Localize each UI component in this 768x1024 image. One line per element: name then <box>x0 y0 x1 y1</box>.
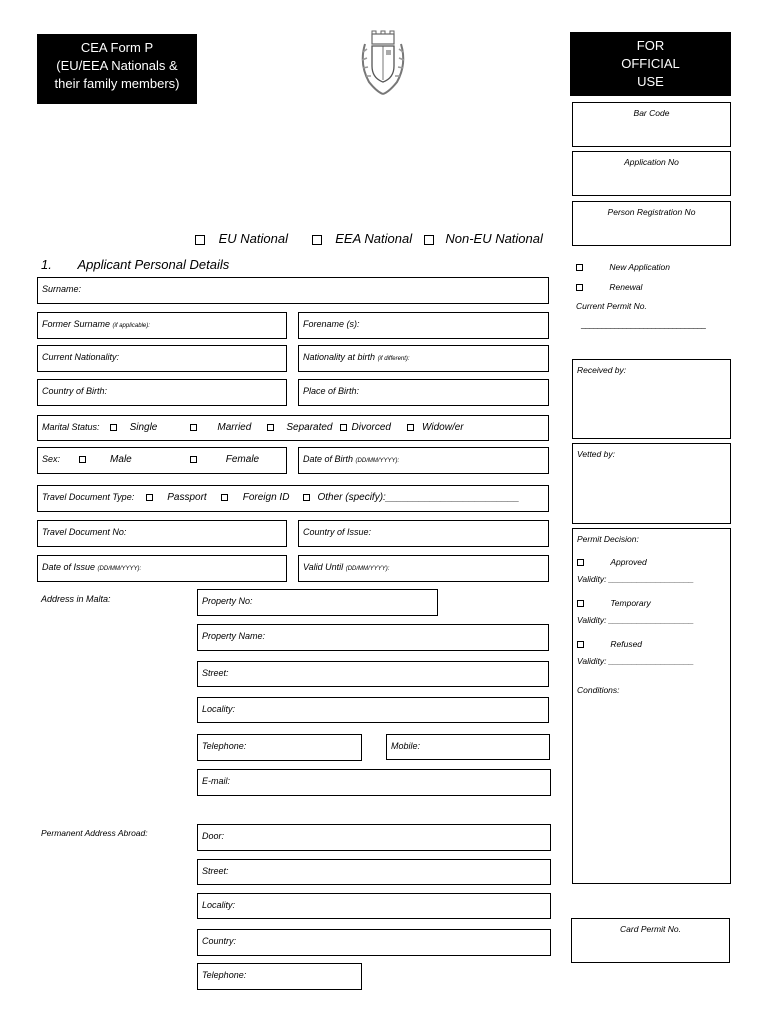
validity-refused[interactable]: Validity: __________________ <box>577 656 694 666</box>
divorced-checkbox[interactable] <box>340 424 347 431</box>
nationality-at-birth-field[interactable] <box>298 345 549 372</box>
card-permit-no-box[interactable] <box>571 918 730 963</box>
application-no-box[interactable] <box>572 151 731 196</box>
validity-temporary[interactable]: Validity: __________________ <box>577 615 694 625</box>
refused-checkbox[interactable] <box>577 641 584 648</box>
renewal-option[interactable] <box>576 282 642 292</box>
email-field[interactable] <box>197 769 551 796</box>
validity-approved[interactable]: Validity: __________________ <box>577 574 694 584</box>
address-in-malta-label: Address in Malta: <box>41 594 111 604</box>
female-label: Female <box>225 454 260 465</box>
door-label: Door: <box>202 831 225 841</box>
foreign-id-label: Foreign ID <box>242 492 290 503</box>
nationality-row <box>195 231 543 246</box>
locality-label: Locality: <box>202 704 236 714</box>
forename-label: Forename (s): <box>303 319 360 329</box>
person-registration-box[interactable] <box>572 201 731 246</box>
travel-doc-type-label: Travel Document Type: <box>42 492 135 502</box>
date-of-issue-label: Date of Issue <box>42 562 96 572</box>
passport-label: Passport <box>167 492 207 503</box>
country-of-issue-label: Country of Issue: <box>303 527 372 537</box>
property-name-label: Property Name: <box>202 631 266 641</box>
card-permit-no-label: Card Permit No. <box>620 924 681 934</box>
section-1-heading <box>41 257 229 272</box>
date-of-issue-field[interactable] <box>37 555 287 582</box>
coat-of-arms-icon <box>355 30 411 96</box>
refused-label: Refused <box>610 639 643 649</box>
form-title-line-3: their family members) <box>54 76 180 91</box>
former-surname-field[interactable] <box>37 312 287 339</box>
other-specify-label[interactable]: Other (specify):________________________ <box>317 492 520 503</box>
surname-label: Surname: <box>42 284 82 294</box>
vetted-by-label: Vetted by: <box>577 449 615 459</box>
marital-status-field <box>37 415 549 441</box>
travel-doc-no-field[interactable] <box>37 520 287 547</box>
male-checkbox[interactable] <box>79 456 86 463</box>
street-field[interactable] <box>197 661 549 687</box>
date-of-birth-label: Date of Birth <box>303 454 354 464</box>
refused-option[interactable] <box>577 639 730 649</box>
permit-decision-box <box>572 528 731 884</box>
eea-national-checkbox[interactable] <box>312 235 322 245</box>
temporary-checkbox[interactable] <box>577 600 584 607</box>
married-label: Married <box>217 422 252 433</box>
widow-label: Widow/er <box>422 422 464 433</box>
official-use-box <box>570 32 731 96</box>
approved-label: Approved <box>610 557 647 567</box>
application-no-label: Application No <box>624 157 679 167</box>
valid-until-field[interactable] <box>298 555 549 582</box>
section-1-number: 1. <box>41 257 52 272</box>
renewal-label: Renewal <box>609 282 643 292</box>
eea-national-label: EEA National <box>335 231 413 246</box>
current-permit-no-label: Current Permit No. <box>576 301 647 311</box>
sex-field <box>37 447 287 474</box>
new-application-option[interactable] <box>576 262 670 272</box>
official-line-3: USE <box>637 74 664 89</box>
date-of-birth-field[interactable] <box>298 447 549 474</box>
country-of-issue-field[interactable] <box>298 520 549 547</box>
property-no-field[interactable] <box>197 589 438 616</box>
divorced-label: Divorced <box>351 422 391 433</box>
country-of-birth-field[interactable] <box>37 379 287 406</box>
door-field[interactable] <box>197 824 551 851</box>
separated-checkbox[interactable] <box>267 424 274 431</box>
place-of-birth-label: Place of Birth: <box>303 386 360 396</box>
current-permit-line[interactable]: ______________________________ <box>581 320 706 329</box>
single-checkbox[interactable] <box>110 424 117 431</box>
email-label: E-mail: <box>202 776 231 786</box>
surname-field[interactable] <box>37 277 549 304</box>
nationality-at-birth-label: Nationality at birth <box>303 352 376 362</box>
foreign-id-checkbox[interactable] <box>221 494 228 501</box>
bar-code-box[interactable] <box>572 102 731 147</box>
marital-status-label: Marital Status: <box>42 422 100 432</box>
non-eu-national-label: Non-EU National <box>445 231 543 246</box>
abroad-telephone-label: Telephone: <box>202 970 247 980</box>
section-1-title: Applicant Personal Details <box>77 257 230 272</box>
country-label: Country: <box>202 936 237 946</box>
former-surname-label: Former Surname <box>42 319 111 329</box>
temporary-label: Temporary <box>610 598 651 608</box>
place-of-birth-field[interactable] <box>298 379 549 406</box>
bar-code-label: Bar Code <box>633 108 670 118</box>
eu-national-label: EU National <box>218 231 288 246</box>
received-by-label: Received by: <box>577 365 627 375</box>
country-field[interactable] <box>197 929 551 956</box>
nationality-at-birth-note: (if different): <box>377 356 410 362</box>
approved-option[interactable] <box>577 557 730 567</box>
vetted-by-box[interactable] <box>572 443 731 524</box>
abroad-street-field[interactable] <box>197 859 551 885</box>
current-nationality-label: Current Nationality: <box>42 352 120 362</box>
date-of-birth-note: (DD/MM/YYYY): <box>355 458 400 464</box>
forename-field[interactable] <box>298 312 549 339</box>
separated-label: Separated <box>286 422 333 433</box>
sex-label: Sex: <box>42 454 61 464</box>
locality-field[interactable] <box>197 697 549 723</box>
conditions-label: Conditions: <box>577 685 620 695</box>
eu-national-checkbox[interactable] <box>195 235 205 245</box>
street-label: Street: <box>202 668 229 678</box>
passport-checkbox[interactable] <box>146 494 153 501</box>
abroad-locality-field[interactable] <box>197 893 551 919</box>
permanent-address-abroad-label: Permanent Address Abroad: <box>41 828 148 838</box>
single-label: Single <box>129 422 158 433</box>
mobile-label: Mobile: <box>391 741 421 751</box>
received-by-box[interactable] <box>572 359 731 439</box>
widow-checkbox[interactable] <box>407 424 414 431</box>
married-checkbox[interactable] <box>190 424 197 431</box>
telephone-label: Telephone: <box>202 741 247 751</box>
telephone-field[interactable] <box>197 734 362 761</box>
travel-doc-no-label: Travel Document No: <box>42 527 127 537</box>
new-application-checkbox[interactable] <box>576 264 583 271</box>
property-no-label: Property No: <box>202 596 253 606</box>
mobile-field[interactable] <box>386 734 550 760</box>
new-application-label: New Application <box>609 262 671 272</box>
form-title-line-2: (EU/EEA Nationals & <box>56 58 178 73</box>
official-line-2: OFFICIAL <box>621 56 680 71</box>
temporary-option[interactable] <box>577 598 730 608</box>
approved-checkbox[interactable] <box>577 559 584 566</box>
female-checkbox[interactable] <box>190 456 197 463</box>
valid-until-label: Valid Until <box>303 562 344 572</box>
official-line-1: FOR <box>636 38 665 53</box>
form-title-line-1: CEA Form P <box>80 40 154 55</box>
male-label: Male <box>110 454 132 465</box>
non-eu-national-checkbox[interactable] <box>424 235 434 245</box>
date-of-issue-note: (DD/MM/YYYY): <box>97 566 142 572</box>
renewal-checkbox[interactable] <box>576 284 583 291</box>
permit-decision-label: Permit Decision: <box>577 534 639 544</box>
property-name-field[interactable] <box>197 624 549 651</box>
other-checkbox[interactable] <box>303 494 310 501</box>
abroad-street-label: Street: <box>202 866 229 876</box>
valid-until-note: (DD/MM/YYYY): <box>345 566 390 572</box>
former-surname-note: (if applicable): <box>112 323 150 329</box>
person-registration-label: Person Registration No <box>607 207 696 217</box>
abroad-locality-label: Locality: <box>202 900 236 910</box>
form-title-box <box>37 34 197 104</box>
country-of-birth-label: Country of Birth: <box>42 386 108 396</box>
travel-doc-type-field <box>37 485 549 512</box>
current-nationality-field[interactable] <box>37 345 287 372</box>
abroad-telephone-field[interactable] <box>197 963 362 990</box>
